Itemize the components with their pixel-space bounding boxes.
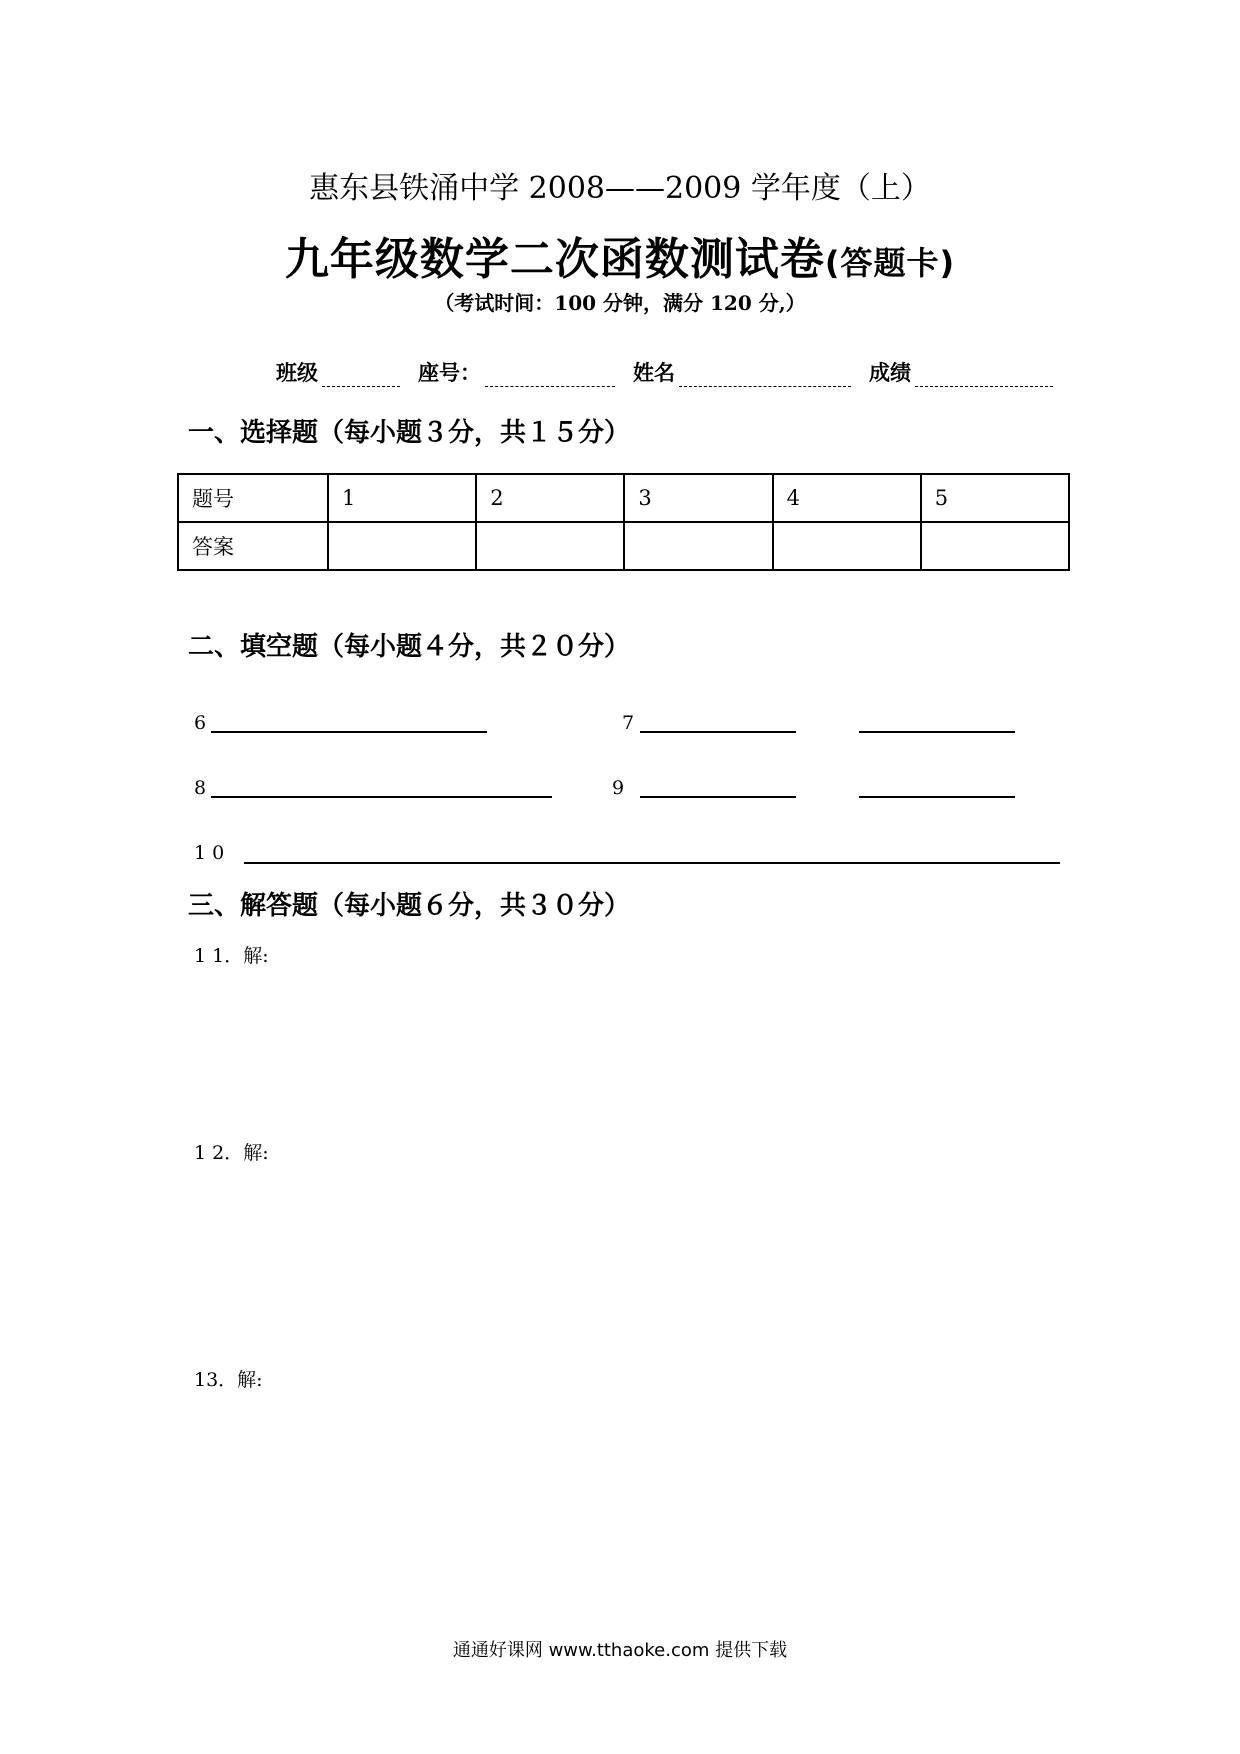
footer-source: 通通好课网 www.tthaoke.com 提供下载 [452,1640,788,1661]
q9-answer-line-2[interactable] [859,796,1015,798]
choice-answer-table [177,473,1070,571]
score-label: 成绩 [869,361,911,385]
seat-label: 座号： [418,361,481,385]
name-label: 姓名 [633,361,675,385]
row-label-number: 题号 [178,474,328,522]
row-label-answer: 答案 [178,522,328,570]
page-title [0,223,1240,287]
q13-solution-label: 13．解: [194,1369,263,1391]
table-row [178,474,1069,522]
answer-cell[interactable] [476,522,624,570]
score-field[interactable] [915,364,1053,387]
seat-field[interactable] [485,364,615,387]
q7-answer-line-1[interactable] [640,731,796,733]
q9-number: 9 [612,777,625,799]
student-info-row [276,357,1071,387]
answer-cell[interactable] [773,522,921,570]
q8-number: 8 [194,777,207,799]
title-suffix: (答题卡) [824,244,956,282]
q6-number: 6 [194,712,207,734]
title-main: 九年级数学二次函数测试卷 [284,234,825,285]
school-line: 惠东县铁涌中学 2008——2009 学年度（上） [309,171,931,206]
table-cell-number: 1 [328,474,476,522]
class-label: 班级 [276,361,318,385]
q12-solution-label: 1 2．解: [194,1142,269,1164]
table-cell-number: 5 [921,474,1069,522]
table-row [178,522,1069,570]
q7-number: 7 [622,712,635,734]
table-cell-number: 2 [476,474,624,522]
answer-cell[interactable] [624,522,772,570]
answer-cell[interactable] [921,522,1069,570]
class-field[interactable] [322,364,400,387]
q10-number: 1 0 [194,842,225,864]
section-3-title: 三、解答题（每小题６分，共３０分） [188,891,631,921]
q10-answer-line[interactable] [244,862,1060,864]
table-cell-number: 4 [773,474,921,522]
name-field[interactable] [679,364,851,387]
section-1-title: 一、选择题（每小题３分，共１５分） [188,418,631,448]
exam-info: （考试时间：100 分钟，满分 120 分,） [434,291,806,315]
section-2-title: 二、填空题（每小题４分，共２０分） [188,632,631,662]
q11-solution-label: 1 1．解: [194,945,269,967]
q6-answer-line[interactable] [211,731,487,733]
q7-answer-line-2[interactable] [859,731,1015,733]
table-cell-number: 3 [624,474,772,522]
answer-cell[interactable] [328,522,476,570]
q9-answer-line-1[interactable] [640,796,796,798]
q8-answer-line[interactable] [211,796,552,798]
